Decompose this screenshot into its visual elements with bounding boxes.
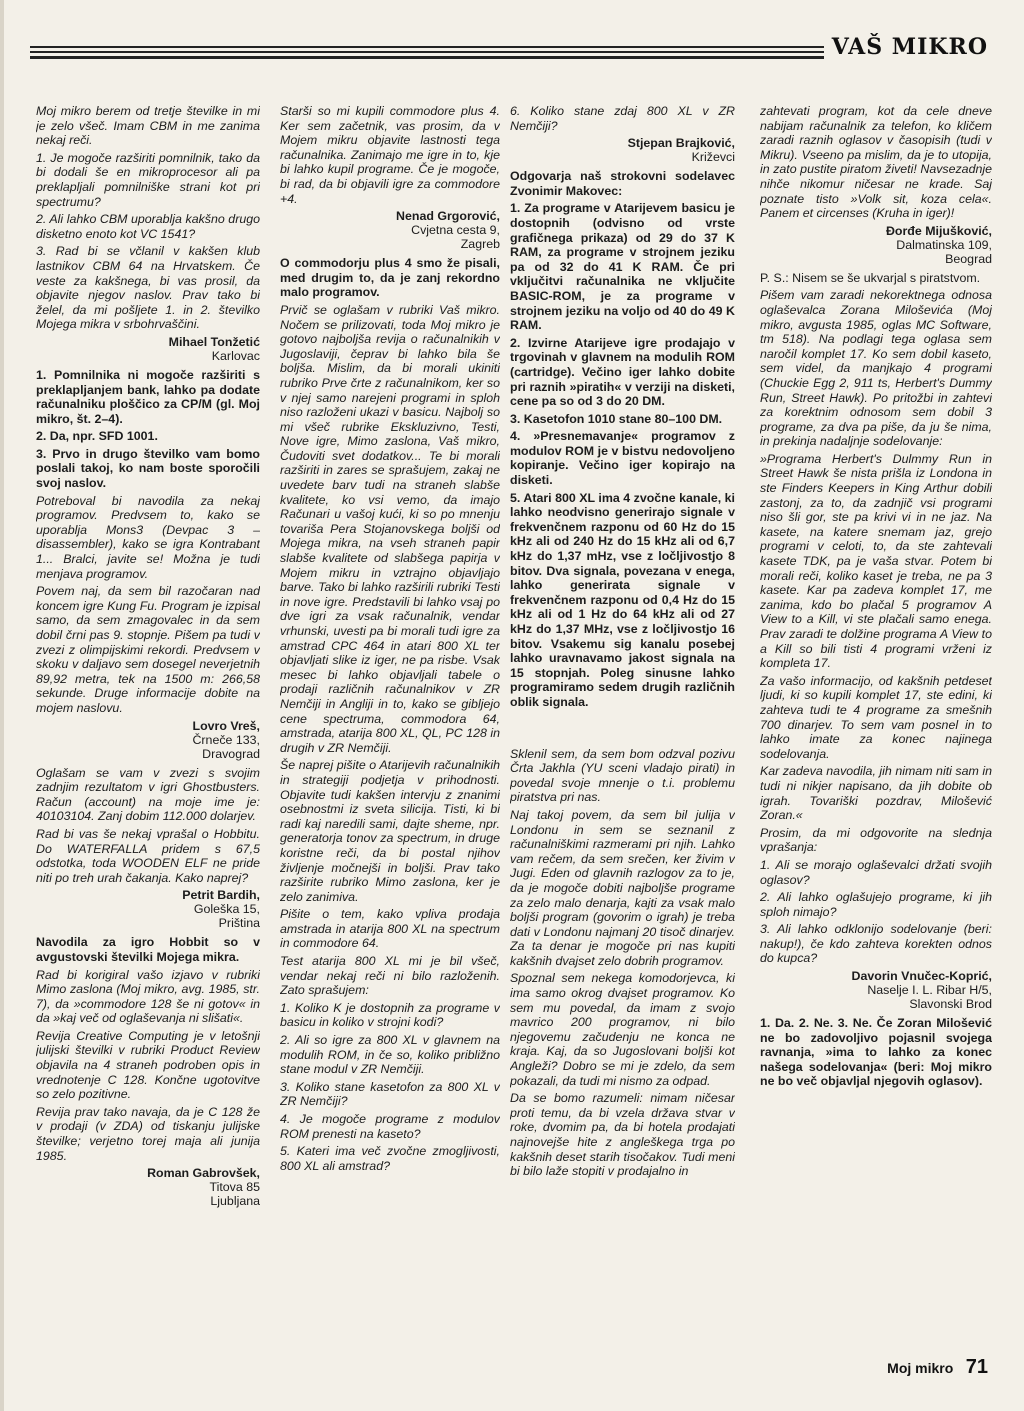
letter-paragraph: Da se bomo razumeli: nimam ničesar proti temu, da bi vzela država stvar v roke, dvomim pa, da bi hotela prodajati najnovejše hite z angleškega trga po kakšnih deset starih tisočakov. Tudi meni bi bilo laže stopiti v prodajalno in [510,1091,735,1179]
answer-paragraph: 3. Kasetofon 1010 stane 80–100 DM. [510,411,723,426]
letter-paragraph: 3. Rad bi se včlanil v kakšen klub lastnikov CBM 64 na Hrvatskem. Če veste za kakšnega, bi vas prosil, da objavite njegov naslov. Prav tako bi želel, da mi pošljete 1. in 2. številko Mojega mikra v srbohrvaščini. [36,244,260,332]
signature-address: Goleška 15, [193,902,260,917]
section-title: VAŠ MIKRO [824,34,988,60]
signature [510,136,735,164]
answer-paragraph: 1. Za programe v Atarijevem basicu je dostopnih (odvisno od vrste grafičnega prikaza) od 29 do 37 K RAM, za programe v strojnem jeziku pa od 32 do 41 K RAM. Če pri vključitvi računalnika ne vključite BASIC-ROM, je za programe v strojnem jeziku na voljo od 40 do 49 K RAM. [510,201,735,333]
letter-paragraph: Starši so mi kupili commodore plus 4. Ker sem začetnik, vas prosim, da v Mojem mikru objavite lastnosti tega računalnika. Zanimajo me igre in to, kje bi lahko kupil programe. Če je mogoče, bi rad, da bi objavili igre za commodore +4. [280,104,500,206]
letter-paragraph: Test atarija 800 XL mi je bil všeč, vendar nekaj reči ni bilo razloženih. Zato sprašujem: [280,954,500,998]
letter-paragraph: Revija prav tako navaja, da je C 128 že v prodaji (v ZDA) od tiskanju julijske številke; verjetno torej maja ali junija 1985. [36,1104,260,1163]
signature [36,335,260,363]
question-item: 1. Koliko K je dostopnih za programe v basicu in koliko v strojni kodi? [280,1000,500,1030]
letter-paragraph: zahtevati program, kot da cele dneve nabijam računalnik za telefon, ko kličem zaradi raznih oglasov v časopisih (tudi v Mikru). Vseeno pa mislim, da je to utopija, in zato pustite piratom živeti! Navsezadnje nihče nikomur ničesar ne krade. Saj poznate tisto »Volk sit, koza cela«. Panem et circenses (Kruha in iger)! [760,104,992,221]
letter-paragraph: 1. Je mogoče razširiti pomnilnik, tako da bi dodali še en mikroprocesor ali pa preklapljali pomnilniške strani kot pri spectrumu? [36,150,260,209]
letter-paragraph: Pišem vam zaradi nekorektnega odnosa oglaševalca Zorana Miloševića (Moj mikro, avgusta 1985, oglas MC Software, tm 518). Na podlagi tega oglasa sem naročil komplet 17. Ko sem dobil kaseto, sem videl, da manjkajo 4 programi (Chuckie Egg 2, 911 ts, Herbert's Dummy Run, Street Hawk). Po pritožbi in zahtevi za korektnim odnosom sem dobil 3 programe, za dva pa piše, da ju še nima, in prekinja nadaljnje sodelovanje: [760,288,992,449]
magazine-name: Moj mikro [887,1360,954,1376]
signature-address: Dalmatinska 109, [896,237,992,252]
letter-paragraph: Sklenil sem, da sem bom odzval pozivu Črta Jakhla (YU sceni vladajo pirati) in povedal svoje mnenje o t.i. problemu piratstva pri nas. [510,746,735,805]
answer-paragraph: 3. Prvo in drugo številko vam bomo poslali takoj, ko nam boste sporočili svoj naslov. [36,446,260,491]
letter-paragraph: Spoznal sem nekega komodorjevca, ki ima samo okrog dvajset programov. Ko sem mu povedal, da imam z svojo mavrico 200 programov, ni bilo njegovemu začudenju ne konca ne kraja. Kaj, da so Jugoslovani boljši kot Angleži? Dobro se mi je zdelo, da sem pokazali, da tudi mi nismo za odpad. [510,971,735,1088]
question-item: 3. Koliko stane kasetofon za 800 XL v ZR Nemčiji? [280,1079,500,1109]
page-number: 71 [965,1356,988,1378]
signature [280,209,500,251]
answer-paragraph: 2. Da, npr. SFD 1001. [36,429,158,444]
column-4 [760,104,992,1334]
question-item: 1. Ali se morajo oglaševalci držati svojih oglasov? [760,857,992,887]
quoted-letter: Za vašo informacijo, od kakšnih petdeset ljudi, ki so kupili komplet 17, ste edini, ki zahteva tudi te 4 programe za smešnih 700 dinarjev. To sem vam posnel in to lahko imate za konec najinega sodelovanja. [760,673,992,761]
signature-place: Zagreb [460,237,500,252]
letter-paragraph: Rad bi korigiral vašo izjavo v rubriki Mimo zaslona (Moj mikro, avg. 1985, str. 7), da »commodore 128 še ni gotov« in da »kaj več od oglaševanja ni slišati«. [36,967,260,1026]
question-item: 6. Koliko stane zdaj 800 XL v ZR Nemčiji? [510,104,735,133]
signature-address: Črneče 133, [192,732,260,747]
letter-paragraph: Prosim, da mi odgovorite na slednja vprašanja: [760,825,992,855]
letter-paragraph: Moj mikro berem od tretje številke in mi je zelo všeč. Imam CBM in me zanima nekaj reči. [36,104,260,148]
column-gap [510,713,735,747]
letter-paragraph: Pišite o tem, kako vpliva prodaja amstrada in atarija 800 XL na spectrum in commodore 64. [280,907,500,951]
signature [760,969,992,1011]
quoted-letter: »Programa Herbert's Dulmmy Run in Street Hawk še nista prišla iz Londona in ste Finders Keepers in King Arthur dobili zastonj, za to, da zadnjič vsi programi niso šli gor, ste pa krivi vi in ne jaz. Na kasete, na katere snemam jaz, grejo programi v celoti, to, da ste zahtevali kasete TDK, pa je vaša stvar. Potem bi morali reči, koliko kaset je treba, ne pa 3 kasete. Kar pa zadeva komplet 17, me zanima, kdo bo plačal 5 programov A View to a Kill, vi ste plačali samo enega. Prav zaradi te dolžine programa A View to a Kill so bili tisti 4 programi vrženi iz kompleta 17. [760,451,992,671]
signature-place: Priština [218,916,260,931]
answer-heading: Odgovarja naš strokovni sodelavec Zvonimir Makovec: [510,169,735,198]
letter-paragraph: Potreboval bi navodila za nekaj programov. Predvsem to, kako se uporablja Mons3 (Devpac 3 – disassembler), kako se igra Kontrabant 1... Bralci, javite se! Možna je tudi menjava programov. [36,493,260,581]
signature-name: Stjepan Brajković, [627,136,735,151]
letter-paragraph: 2. Ali lahko CBM uporablja kakšno drugo disketno enoto kot VC 1541? [36,212,260,241]
question-item: 2. Ali so igre za 800 XL v glavnem na modulih ROM, in če so, koliko približno stane modul v ZR Nemčiji. [280,1033,500,1077]
column-3 [510,104,735,1334]
answer-paragraph: 1. Pomnilnika ni mogoče razširiti s preklapljanjem bank, lahko pa dodate računalniku ploščico za CP/M (gl. Moj mikro, št. 2–4). [36,367,260,426]
column-1 [36,104,260,1334]
signature-name: Petrit Bardih, [182,888,260,903]
signature-address: Naselje I. L. Ribar H/5, [867,983,992,998]
signature-place: Slavonski Brod [909,997,992,1012]
letter-paragraph: Naj takoj povem, da sem bil julija v Londonu in sem se seznanil z računalniškimi razmerami pri njih. Lahko vam rečem, da sem srečen, ker živim v Jugi. Eden od glavnih razlogov za to je, da je mogoče dobiti najboljše programe za zelo malo denarja, kajti za vsak malo boljši program (govorim o igrah) je treba dati v Londonu najmanj 20 tisoč dinarjev. Za ta denar je mogoče pri nas kupiti kakšnih dvajset zelo dobrih programov. [510,807,735,968]
signature [36,888,260,930]
page-edge [0,0,4,1411]
letter-paragraph: Povem naj, da sem bil razočaran nad koncem igre Kung Fu. Program je izpisal samo, da sem zmagovalec in da sem dobil črni pas 9. stopnje. Pišem pa tudi v zvezi z olimpijskimi rekordi. Predvsem v skoku v daljavo sem dosegel neverjetnih 89,92 metra, tek na 1500 m: 266,58 sekunde. Druge informacije dobite na mojem naslovu. [36,584,260,715]
question-item: 5. Kateri ima več zvočne zmogljivosti, 800 XL ali amstrad? [280,1144,500,1173]
signature-address: Titova 85 [209,1180,260,1195]
signature-place: Ljubljana [210,1194,260,1209]
signature [36,719,260,761]
signature-name: Lovro Vreš, [192,718,260,733]
question-item: 3. Ali lahko odklonijo sodelovanje (beri: nakup!), če kdo zahteva korekten odnos do kupca? [760,922,992,966]
signature-place: Beograd [945,251,992,266]
signature-place: Karlovac [211,348,260,363]
letter-paragraph: Oglašam se vam v zvezi s svojim zadnjim rezultatom v igri Ghostbusters. Račun (account) na moje ime je: 40103104. Zanj dobim 112.000 dolarjev. [36,765,260,824]
signature [36,1166,260,1208]
postscript: P. S.: Nisem se še ukvarjal s piratstvom. [760,270,981,285]
question-item: 4. Je mogoče programe z modulov ROM prenesti na kaseto? [280,1112,500,1141]
letter-paragraph: Revija Creative Computing je v letošnji julijski številki v rubriki Product Review objavila na 4 straneh podroben opis in vrednotenje C 128. Končne ugotovitve so zelo pozitivne. [36,1028,260,1102]
signature-place: Dravograd [202,746,260,761]
signature [760,224,992,266]
signature-name: Davorin Vnučec-Koprić, [851,969,992,984]
signature-address: Cvjetna cesta 9, [411,223,500,238]
answer-paragraph: 2. Izvirne Atarijeve igre prodajajo v trgovinah v glavnem na modulih ROM (cartridge). Večino iger lahko dobite pri raznih »piratih« v verziji na disketi, cene pa so od 3 do 20 DM. [510,335,735,409]
letter-paragraph: Rad bi vas še nekaj vprašal o Hobbitu. Do WATERFALLA pridem s 67,5 odstotka, toda WOODEN ELF ne pride niti po treh urah čakanja. Kako naprej? [36,826,260,885]
answer-paragraph: 1. Da. 2. Ne. 3. Ne. Če Zoran Milošević ne bo zadovoljivo pojasnil svojega ravnanja, »ima to lahko za konec našega sodelovanja« (beri: Moj mikro ne bo več objavljal njegovih oglasov). [760,1016,992,1089]
answer-paragraph: O commodorju plus 4 smo že pisali, med drugim to, da je zanj rekordno malo programov. [280,256,500,300]
letter-paragraph: Še naprej pišite o Atarijevih računalnikih in strategiji podjetja v prihodnosti. Objavite tudi kakšen intervju z znanimi osebnostmi iz sveta silicija. Tisti, ki bi radi kaj naredili sami, dajte sheme, npr. generatorja tonov za spectrum, in druge koristne reči, da bi postal njihov življenje močnejši in boljši. Prav tako razširite rubriko Mimo zaslona, ker je zelo zanimiva. [280,758,500,904]
question-item: 2. Ali lahko oglašujejo programe, ki jih sploh nimajo? [760,890,992,919]
signature-name: Nenad Grgorović, [396,209,500,224]
signature-name: Mihael Tonžetić [168,334,260,349]
answer-paragraph: 5. Atari 800 XL ima 4 zvočne kanale, ki lahko neodvisno generirajo signale v frekvenčnem razponu od 60 Hz do 15 kHz ali od 240 Hz do 15 kHz ali od 6,7 kHz do 1,37 mHz, vse z ločljivostjo 8 bitov. Dva signala, povezana v enega, lahko generirata signale v frekvenčnem razponu od 0,4 Hz do 15 kHz ali od 1 Hz do 64 kHz ali od 27 kHz do 1,37 MHz, vse z ločljivostjo 16 bitov. Vsakemu sig kanalu posebej lahko uravnavamo jakost signala na 15 stopnjah. Poleg sinusne lahko programiramo sedem drugih različnih oblik signala. [510,490,735,709]
signature-name: Roman Gabrovšek, [147,1166,260,1181]
signature-name: Đorđe Mijušković, [885,223,992,238]
page-footer [887,1356,988,1379]
quoted-letter: Kar zadeva navodila, jih nimam niti sam in tudi ni nikjer napisano, da jih dobite ob igrah. Tovariški pozdrav, Milošević Zoran.« [760,764,992,823]
column-2 [280,104,500,1334]
signature-place: Križevci [691,150,735,165]
letter-paragraph: Prvič se oglašam v rubriki Vaš mikro. Nočem se prilizovati, toda Moj mikro je gotovo najboljša revija o računalnikih v Jugoslaviji, čeprav bi lahko bila še boljša. Mislim, da bi morali ukiniti rubriko Prve črte z računalnikom, ker so v njej samo narejeni programi in sploh niso razloženi ukazi v basicu. Najbolj so mi všeč rubrike Ekskluzivno, Testi, Nove igre, Mimo zaslona, Vaš mikro, Čudoviti svet dodatkov... Te bi morali razširiti in zares se sprašujem, zakaj ne uvedete barv tudi na straneh slabše kvalitete, ko vsi vemo, da imajo Računari u vašoj kući, ki so po mnenju tovariša Pera Stojanovskega boljši od Mojega mikra, na vseh straneh papir slabše kvalitete od slabšega papirja v Mojem mikru in vztrajno objavljajo barve. Tako bi lahko razširili rubriki Testi in nove igre. Predstavili bi lahko vsaj po dve igri za vsak računalnik, vendar vrhunski, uvesti pa bi morali tudi igre za amstrad CPC 464 in atari 800 XL ter objavljati slike iz iger, ne pa risbe. Vsak mesec bi lahko objavljali tabele o prodaji različnih računalnikov v ZR Nemčiji in Angliji in to, kako se gibljejo cene spectruma, commodora 64, amstrada, atarija 800 XL, QL, PC 128 in drugih v ZR Nemčiji. [280,302,500,755]
answer-paragraph: 4. »Presnemavanje« programov z modulov ROM je v bistvu nedovoljeno kopiranje. Večino iger kopirajo na disketi. [510,429,735,488]
answer-paragraph: Navodila za igro Hobbit so v avgustovski številki Mojega mikra. [36,935,260,964]
section-header [30,34,988,64]
